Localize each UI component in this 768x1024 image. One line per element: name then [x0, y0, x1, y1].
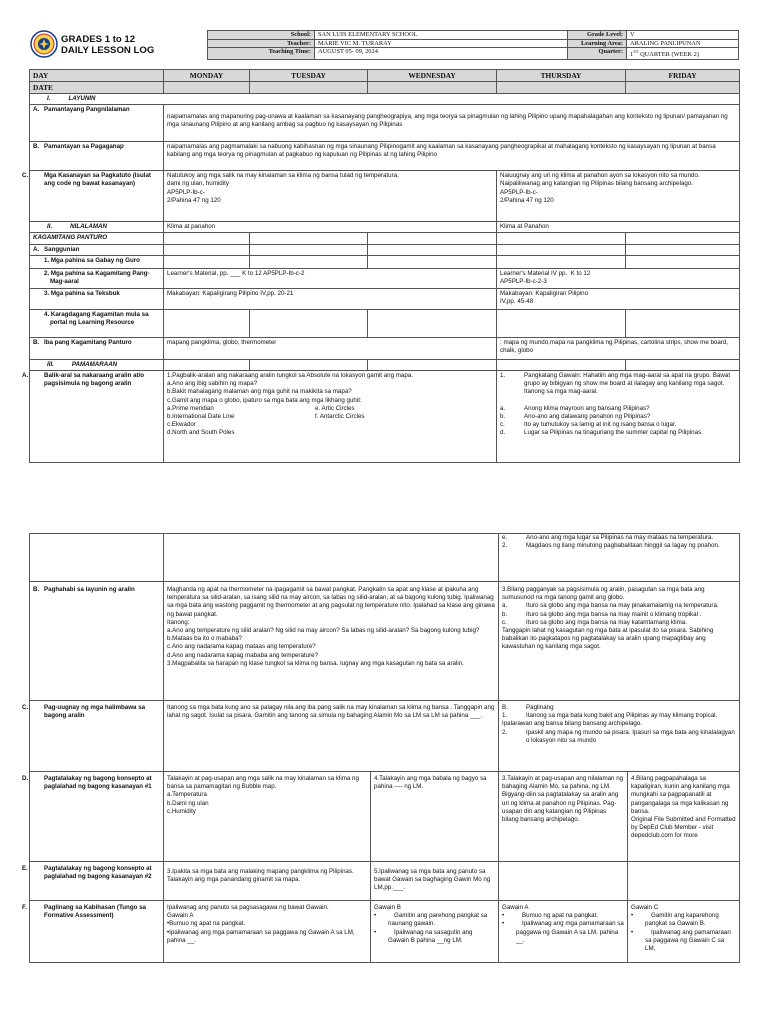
- quarter-text: QUARTER (WEEK 2): [638, 51, 699, 59]
- row-key: A.: [22, 372, 29, 380]
- paguugnay-thu-num: 2.: [502, 728, 508, 736]
- row-label: Paghahabi sa layunin ng aralin: [44, 586, 135, 593]
- row-gabay-ng-guro: [30, 255, 740, 268]
- balik-thu-num: 1.: [500, 372, 506, 380]
- paguugnay-thu-text: Itanong sa mga bata kung bakit ang Pilipinas ay may klimang tropical.: [526, 712, 718, 720]
- f-thu-text: Ipaliwanag ang pamamaraan sa paggawa ng Gawain C sa LM,: [645, 928, 731, 953]
- f-wed-text: Gawain A: [502, 904, 529, 911]
- thursday-header: THURSDAY: [497, 70, 626, 82]
- teacher-label: Teacher:: [208, 39, 315, 48]
- paguugnay-thu-text: Paglinang: [526, 704, 554, 711]
- d1-mon-line: c.Humidity: [167, 807, 196, 815]
- learning-area-label: Learning Area:: [568, 39, 627, 48]
- school-label: School:: [208, 31, 315, 40]
- page-title: [61, 34, 154, 56]
- paghahabi-thu-text: Ituro sa globo ang mga bansa na may pinakamalamig na temperatura.: [526, 602, 719, 610]
- tuesday-header: TUESDAY: [250, 70, 368, 82]
- lm-thu-line: AP5PLP-Ib-c-2-3: [500, 278, 547, 286]
- balik-thu-num: a.: [500, 404, 506, 412]
- balik-mon-line: b.Bakit mahalagang malaman ang mga guhit na makikita sa mapa?: [167, 388, 352, 396]
- e2-tue: 5.Ipaliwanag sa mga bata ang panuto sa bawat Gawain sa baghaging Gawin Mo ng LM,pp.___.: [371, 862, 499, 901]
- kasanayan-mon-line: Natutukoy ang mga salik na may kinalaman sa klima ng bansa tulad ng temperatura,: [167, 172, 399, 180]
- quarter-label: Quarter:: [568, 48, 627, 60]
- grade-value: V: [627, 31, 739, 40]
- paguugnay-thu-num: B.: [502, 704, 508, 711]
- kasanayan-mon-line: AP5PLP-Ib-c-: [167, 188, 205, 196]
- quarter-suffix: ST: [633, 49, 639, 55]
- row-iba-pang-kagamitan: [30, 337, 740, 359]
- f-wed-text: Bumuo ng apat na pangkat.: [522, 912, 599, 920]
- iba-mon: mapang pangklima, globo, thermometer: [164, 337, 497, 359]
- cont-thu-text: Ano-ano ang mga lugar sa Pilipinas na may mataas na temperatura.: [526, 534, 714, 541]
- title-line-2: DAILY LESSON LOG: [61, 45, 155, 56]
- row-label: Balik-aral sa nakaraang aralin at/o pagsisimula ng bagong aralin: [44, 372, 145, 388]
- row-pagtatalakay-2: [30, 862, 740, 901]
- date-label: DATE: [30, 82, 164, 94]
- paghahabi-thu-num: a.: [502, 602, 508, 610]
- d1-mon-line: Talakayin at pag-usapan ang mga salik na may kinalaman sa klima ng bansa sa pamamagitan ng Bubble map.: [167, 775, 361, 791]
- section-number: III.: [47, 360, 54, 368]
- iba-thu: : mapa ng mundo,mapa na pangklima ng Pilipinas, cartolina strips, show me board, chalk, globo: [497, 337, 740, 359]
- kasanayan-thu-line: 2/Pahina 47 ng 120: [500, 196, 554, 204]
- row-label: Iba pang Kagamitang Panturo: [44, 338, 132, 346]
- paghahabi-mon-line: Maghanda ng apat na thermometer na ipagagamit sa bawat pangkat. Pangkatin sa apat ang klase at ipakuha ang temperatura sa silid-aralan, sa isang silid na may aircon, sa labas ng silid-aralan, at sa bagong kulong tubig. Ipaliwanag sa mga bata ang wastong paggamit ng thermometer at ang pagsulat ng temperature nito. Ipalahad sa klase ang ginawa ng bawat pangkat.: [167, 586, 497, 618]
- section-layunin: [30, 94, 740, 105]
- monday-header: MONDAY: [164, 70, 250, 82]
- lm-thu-line: Learner's Material IV pp. K to 12: [500, 269, 591, 277]
- grade-label: Grade Level:: [568, 31, 627, 40]
- teksbuk-thu-line: Makabayan: Kapaligiran Pilipino: [500, 289, 589, 297]
- lesson-log-table: [22, 69, 740, 463]
- kasanayan-mon-line: dami ng ulan, humidity: [167, 180, 229, 188]
- section-pamamaraan: [30, 359, 740, 370]
- row-label: Pamantayang Pangnilalaman: [44, 106, 130, 114]
- row-karagdagang-kagamitan: [30, 309, 740, 337]
- paghahabi-thu-num: b.: [502, 610, 508, 618]
- cont-thu-num: 2.: [502, 542, 508, 550]
- d1-mon-line: b.Dami ng ulan: [167, 799, 209, 807]
- d1-thu: 4.Bilang pagpapahalaga sa kapaligiran, kunin ang kanilang mga mungkahi sa pagpapanatili at pangangalaga sa mga kalikasan ng bansa. Original File Submitted and Formatted by DepEd Club Member - visit depedclub.com for more: [628, 772, 740, 862]
- f-mon-line: •Ipaliwanag ang mga pamamaraan sa paggawa ng Gawain A sa LM, pahina __.: [167, 928, 357, 944]
- f-wed-bullet: •: [502, 912, 505, 920]
- balik-thu-text: Pangkatang Gawain: Hahatiin ang mga mag-aaral sa apat na grupo. Bawat grupo ay bibigyan ng show me board at ilalagay ang kanilang mga sagot. Itanong sa mga mag-aaral.: [524, 372, 731, 396]
- section-title: LAYUNIN: [68, 95, 96, 102]
- f-tue-text: Ipaliwanag na sasagutin ang Gawain B pahina __ng LM.: [388, 928, 473, 944]
- day-label: DAY: [30, 70, 164, 82]
- paghahabi-mon-line: 3.Magpabalita sa harapan ng klase tungkol sa klima ng bansa. Iugnay ang mga kasagutan ng bata sa aralin.: [167, 659, 464, 667]
- kagamitan-title: KAGAMITANG PANTURO: [30, 233, 164, 244]
- school-value: SAN LUIS ELEMENTARY SCHOOL: [315, 31, 568, 40]
- section-number: II.: [47, 223, 53, 231]
- row-pamantayan-sa-pagaganap: [30, 142, 740, 171]
- f-wed-text: Ipaliwanag ang mga pamamaraan sa paggawa ng Gawain A sa LM, pahina __.: [516, 920, 624, 944]
- row-balik-aral-continued: [30, 534, 740, 582]
- row-label: Pagtatalakay ng bagong konsepto at paglalahad ng bagong kasanayan #2: [44, 865, 152, 881]
- balik-mon-col: f. Antarctic Circles: [315, 413, 365, 421]
- paghahabi-thu-intro: 3.Bilang pagganyak sa pagsisimula ng aralin, pasagutan sa mga bata ang sumusunod na mga tanong gamit ang globo.: [502, 586, 707, 602]
- title-line-1: GRADES 1 to 12: [61, 34, 136, 45]
- row-key: C.: [22, 704, 29, 711]
- balik-mon-col: b.International Date Line: [167, 413, 235, 421]
- paghahabi-mon-line: Itanong:: [167, 618, 190, 626]
- row-balik-aral: [30, 371, 740, 463]
- section-title: NILALAMAN: [70, 223, 107, 231]
- kasanayan-thu-line: Naiuugnay ang uri ng klima at panahon ayon sa lokasyon nito sa mundo.: [500, 172, 700, 180]
- f-thu-text: Gawain C: [631, 904, 659, 911]
- f-tue-text: Gawain B: [374, 904, 401, 911]
- row-nilalaman: [30, 222, 740, 233]
- row-text: naipamamalas ang mapanuring pag-unawa at kaalaman sa kasanayang pangheograpiya, ang mga teorya sa pinagmulan ng lahing Pilipino upang mapahalagahan ang konteksto ng lipunan/ pamayanan ng mga sinaunang Pilipino at ang kanilang ambag sa pagbuo ng kasaysayan ng Pilipinas: [164, 105, 740, 142]
- row-key: A.: [33, 245, 40, 253]
- row-paglinang-sa-kabihasan: [30, 901, 740, 963]
- row-label: Pamantayan sa Pagaganap: [44, 143, 124, 151]
- learning-area-value: ARALING PANLIPUNAN: [627, 39, 739, 48]
- row-key: D.: [22, 775, 29, 782]
- row-label: 3. Mga pahina sa Teksbuk: [30, 288, 164, 309]
- teaching-time-value: AUGUST 05- 09, 2024: [315, 48, 568, 60]
- balik-mon-line: d.North and South Poles: [167, 429, 235, 437]
- row-label: Mga Kasanayan sa Pagkatuto (Isulat ang code ng bawat kasanayan): [44, 172, 151, 188]
- row-kagamitang-pang-mag-aaral: [30, 268, 740, 288]
- balik-mon-line: c.Ekwador: [167, 421, 196, 429]
- paguugnay-thu-num: 1.: [502, 712, 508, 720]
- row-pag-uugnay: [30, 701, 740, 772]
- teacher-value: MARIE VIC M. TURARAY: [315, 39, 568, 48]
- cont-thu-text: Magdaos ng ilang minutong pagbabalitaan hinggil sa lagay ng pnahon.: [526, 542, 720, 550]
- row-key: B.: [33, 143, 40, 151]
- lesson-log-table-continued: [22, 533, 740, 963]
- f-tue-bullet: •: [374, 928, 377, 936]
- wednesday-header: WEDNESDAY: [368, 70, 497, 82]
- quarter-number: 1: [630, 51, 634, 59]
- deped-seal-logo: [30, 30, 58, 58]
- nilalaman-mon: Klima at panahon: [164, 222, 497, 233]
- row-label: 2. Mga pahina sa Kagamitang Pang-Mag-aaral: [30, 268, 164, 288]
- f-wed-bullet: •: [502, 920, 505, 928]
- kasanayan-mon-line: 2/Pahina 47 ng 120: [167, 196, 221, 204]
- nilalaman-thu: Klima at Panahon: [497, 222, 740, 233]
- d1-mon-line: a.Temperatura: [167, 791, 207, 799]
- paguugnay-thu-text: Ipaskil ang mapa ng mundo sa pisara. Ipasuri sa mga bata ang kinalalagyan o lokasyon nito sa mundo: [526, 728, 735, 744]
- d1-tue: 4.Talakayin ang mga babala ng bagyo sa pahina ---- ng LM.: [371, 772, 499, 862]
- paghahabi-thu-num: c.: [502, 618, 507, 626]
- balik-mon-col: a.Prime meridian: [167, 404, 214, 412]
- teaching-time-label: Teaching Time:: [208, 48, 315, 60]
- row-text: naipamamalas ang pagmamalaki sa nabuong kabihasnan ng mga sinaunang Pilipinogamit ang kaalaman sa kasanayang pangheograpikal at mahalagang konteksto ng kasaysayan ng lipunan at bansa kabilang ang mga teorya ng pinagmulan at pagkabuo ng kapuluan ng Pilipinas at ng lahing Pilipino: [164, 142, 740, 171]
- row-pagtatalakay-1: [30, 772, 740, 862]
- paghahabi-thu-text: Ituro sa globo ang mga bansa na may katamtamang klima.: [526, 618, 687, 626]
- row-label: 1. Mga pahina sa Gabay ng Guro: [30, 255, 164, 268]
- paguugnay-mon: Itanong sa mga bata kung ano sa palagay nila ang iba pang salik na may kinalaman sa klima ng bansa . Tanggapin ang lahat ng sagot. Isulat sa pisara. Gamitin ang tanong sa simula ng bahaging Alamin Mo sa LM sa LM sa pahina ___.: [164, 701, 499, 772]
- balik-mon-col: e. Artic Circles: [315, 404, 355, 412]
- balik-mon-line: 1.Pagbalik-aralan ang nakaraang aralin tungkol sa Absolute na lokasyon gamit ang mapa.: [167, 372, 413, 380]
- row-label: Pag-uugnay ng mga halimbawa sa bagong aralin: [44, 704, 146, 720]
- kasanayan-thu-line: AP5PLP-Ib-c-: [500, 188, 538, 196]
- quarter-value: [627, 48, 739, 60]
- row-key: E.: [22, 865, 28, 872]
- lm-mon: Learner's Material, pp. ___ K to 12 AP5PLP-Ib-c-2: [164, 268, 497, 288]
- paghahabi-thu-text: Ituro sa globo ang mga bansa na may mainit o klimang tropikal .: [526, 610, 702, 618]
- teksbuk-thu-line: IV,pp. 45-48: [500, 298, 534, 306]
- row-label: Sanggunian: [44, 245, 80, 253]
- row-key: C.: [22, 172, 29, 180]
- paghahabi-mon-line: c.Ano ang nadarama kapag mataas ang temperature?: [167, 643, 316, 651]
- header-info-table: [207, 30, 739, 60]
- row-pamantayang-pangnilalaman: [30, 105, 740, 142]
- row-kagamitang-panturo: [30, 233, 740, 244]
- section-title: PAMAMARAAN: [71, 360, 118, 368]
- row-label: Pagtatalakay ng bagong konsepto at paglalahad ng bagong kasanayan #1: [44, 775, 152, 791]
- f-thu-bullet: •: [631, 912, 634, 920]
- cont-thu-num: e.: [502, 534, 508, 541]
- kasanayan-thu-line: Naipaliliwanag ang katangian ng Pilipinas bilang bansang archipelago.: [500, 180, 693, 188]
- paghahabi-mon-line: d.Ano ang nadarama kapag mababa ang temperature?: [167, 651, 319, 659]
- paguugnay-thu-text: Ipalarawan ang bansa bilang bansang archipelago.: [502, 720, 643, 728]
- row-key: A.: [33, 106, 40, 114]
- f-mon-line: •Bumuo ng apat na pangkat.: [167, 920, 246, 928]
- teksbuk-mon: Makabayan: Kapaligirang Pilipino IV,pp. 20-21: [164, 288, 497, 309]
- row-key: F.: [22, 904, 27, 911]
- f-mon-line: Gawain A: [167, 912, 194, 920]
- row-paghahabi: [30, 582, 740, 701]
- balik-thu-text: Ano-ano ang dalawang panahon ng Pilipinas?: [524, 412, 651, 420]
- balik-mon-line: a.Ano ang ibig sabihin ng mapa?: [167, 380, 258, 388]
- f-tue-bullet: •: [374, 912, 377, 920]
- f-thu-bullet: •: [631, 928, 634, 936]
- balik-thu-text: Lugar sa Pilipinas na tinaguriang the summer capital ng Pilipinas.: [524, 429, 703, 437]
- balik-mon-line: c.Gamit ang mapa o globo, ipaturo sa mga bata ang mga likhang guhit:: [167, 396, 362, 404]
- section-number: I.: [47, 95, 51, 102]
- row-kasanayan-sa-pagkatuto: [30, 171, 740, 222]
- day-row: [30, 70, 740, 82]
- f-mon-line: Ipaliwanag ang panuto sa pagsasagawa ng bawat Gawain.: [167, 904, 329, 911]
- row-sanggunian: [30, 244, 740, 255]
- balik-thu-text: Ito ay tumutukoy sa lamig at init ng isang bansa o lugar.: [524, 421, 677, 429]
- paghahabi-mon-line: b.Mataas ba ito o mababa?: [167, 635, 242, 643]
- f-thu-text: Gamitin ang kaparehong pangkat sa Gawain B.: [645, 912, 719, 928]
- row-label: 4. Karagdagang Kagamitan mula sa portal ng Learning Resource: [30, 309, 164, 337]
- paghahabi-mon-line: a.Ano ang temperature ng silid aralan? Ng silid na may aircon? Sa labas ng silid-aralan? Sa bagong kulong tubig?: [167, 627, 480, 635]
- d1-wed: 3.Talakayin at pag-usapan ang nilalaman ng bahaging Alamin Mo, sa pahina, ng LM. Bigyang-diin sa pagtatalakay sa aralin ang uri ng klima at panahon ng Pilipinas. Pag-usapan din ang katangian ng Pilipinas bilang bansang archipelago.: [499, 772, 628, 862]
- balik-thu-num: b.: [500, 412, 506, 420]
- balik-thu-num: c.: [500, 421, 505, 429]
- balik-thu-text: Anong klima mayroon ang bansang Pilipinas?: [524, 404, 650, 412]
- f-tue-text: Gamitin ang parehong pangkat sa naunang gawain.: [388, 912, 488, 928]
- balik-thu-num: d.: [500, 429, 506, 437]
- row-label: Paglinang sa Kabihasan (Tungo sa Formative Assessment): [44, 904, 146, 920]
- row-teksbuk: [30, 288, 740, 309]
- date-row: [30, 82, 740, 94]
- row-key: B.: [33, 338, 40, 346]
- row-key: B.: [33, 586, 40, 593]
- friday-header: FRIDAY: [626, 70, 740, 82]
- e2-mon: 3.Ipakita sa mga bata ang malaking mapang pangklima ng Pilipinas. Talakayin ang mga panandang ginamit sa mapa.: [164, 862, 371, 901]
- paghahabi-thu-tail: Tanggapin lahat ng kasagutan ng mga bata at ipasulat ito sa pisara. Sabihing babalikan ito pagkatapos ng pagtatalakay sa aralin upang mapagtibay ang kawastuhan ng kanilang mga sagot.: [502, 627, 715, 651]
